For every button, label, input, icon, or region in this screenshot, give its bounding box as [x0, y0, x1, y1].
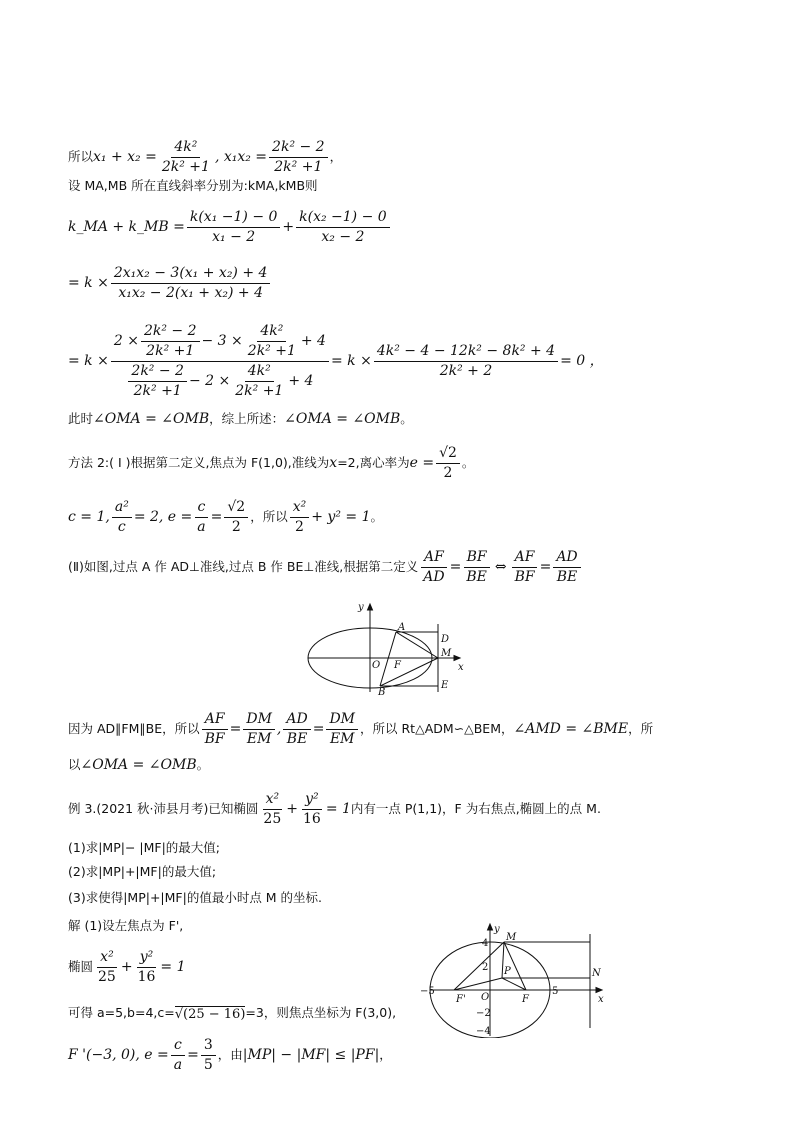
fraction: $\frac{\text{2k² − 2}}{\text{2k² +1}}$: [128, 362, 187, 401]
math: ,: [276, 721, 282, 738]
tick-neg2: −2: [476, 1008, 491, 1019]
chord-AB: [380, 632, 396, 686]
text: ，由: [217, 1047, 243, 1063]
math: e =: [409, 455, 435, 472]
fraction: $\frac{\text{k(x₁ −1) − 0}}{\text{x₁ − 2}}$: [187, 208, 281, 247]
math: +: [120, 959, 133, 976]
math: x: [329, 455, 338, 472]
tick-neg4: −4: [476, 1026, 491, 1037]
math: = 2, e =: [133, 509, 193, 526]
text: k: [247, 178, 256, 193]
fraction: $\frac{DM}{EM}$: [243, 710, 275, 749]
tick-2: 2: [482, 962, 489, 973]
math: = 1: [160, 959, 186, 976]
label-O: O: [372, 660, 381, 671]
math: = k ×: [68, 353, 109, 370]
math: + 4: [300, 332, 326, 349]
fraction: $\frac{AF}{BF}$: [512, 548, 538, 587]
text: 设 MA,MB 所在直线斜率分别为:: [68, 178, 248, 193]
text: 方法 2:( I )根据第二定义,焦点为 F(1,0),准线为: [68, 455, 330, 471]
math: +: [282, 219, 295, 236]
math: − 2 ×: [188, 372, 231, 389]
label-M: M: [506, 932, 517, 943]
equation-line-simplify: [68, 264, 272, 303]
text: 。: [370, 509, 383, 525]
math: = 0 ，: [560, 353, 604, 370]
math: F '(−3, 0), e =: [68, 1047, 169, 1064]
text-line-slopes: [68, 180, 318, 193]
fraction: $\frac{AD}{BE}$: [283, 710, 310, 749]
math: , x₁x₂ =: [214, 149, 268, 166]
text: ，所以: [250, 509, 288, 525]
compound-fraction: [111, 322, 329, 401]
math: ∠AMD = ∠BME: [513, 721, 629, 738]
math: =: [187, 1047, 199, 1064]
label-E: E: [441, 680, 449, 691]
text: (Ⅱ)如图,过点 A 作 AD⊥准线,过点 B 作 BE⊥准线,根据第二定义: [68, 559, 419, 575]
math: ∠OMA = ∠OMB: [284, 411, 401, 427]
text: ，: [329, 149, 343, 165]
text: 椭圆: [68, 959, 94, 975]
math: + y² = 1: [311, 509, 371, 526]
text-line-method2: [68, 444, 474, 483]
fraction: $\frac{DM}{EM}$: [326, 710, 358, 749]
subscript: MB: [285, 178, 306, 193]
text: 可得 a=5,b=4,c=: [68, 1005, 175, 1021]
label-P: P: [504, 966, 511, 977]
text: 内有一点 P(1,1)，F 为右焦点,椭圆上的点 M.: [350, 801, 601, 817]
math: k_MA + k_MB =: [68, 219, 185, 236]
math: =: [539, 559, 552, 576]
math-sqrt: √(25 − 16): [174, 1007, 246, 1022]
math: = k ×: [330, 353, 372, 370]
fraction: $\frac{\text{x²}}{25}$: [98, 949, 116, 985]
fraction: $\frac{√2}{2}$: [224, 498, 248, 537]
equation-line-substitute: [68, 322, 604, 401]
math: ∠OMA = ∠OMB: [93, 411, 210, 427]
question-1: (1)求|MP|− |MF|的最大值;: [68, 840, 221, 855]
text-line-parallel: [68, 710, 653, 749]
text: 例 3.(2021 秋·沛县月考)已知椭圆: [68, 801, 259, 817]
label-x: x: [598, 994, 604, 1005]
text: ，所: [628, 721, 654, 737]
x-axis-arrow: [596, 988, 602, 993]
text-line-focus: [68, 1006, 396, 1021]
ellipse-figure-1: [300, 596, 480, 696]
text: 因为 AD∥FM∥BE，所以: [68, 721, 200, 737]
fraction: $\frac{\text{4k² − 4 − 12k² − 8k² + 4}}{\text{2k² + 2}}$: [374, 342, 558, 381]
fraction: $\frac{AD}{BE}$: [553, 548, 580, 587]
math: ∠OMA = ∠OMB: [80, 757, 197, 773]
text: 。: [196, 756, 210, 772]
label-x: x: [458, 662, 464, 673]
math: =: [312, 721, 325, 738]
label-M: M: [441, 648, 452, 659]
label-F: F: [394, 660, 401, 671]
fraction: $\frac{\text{2x₁x₂ − 3(x₁ + x₂) + 4}}{\text{x₁x₂ − 2(x₁ + x₂) + 4}}$: [111, 264, 271, 303]
text: =2,离心率为: [337, 455, 410, 471]
math: =: [210, 509, 223, 526]
fraction: $\frac{c}{a}$: [194, 498, 208, 537]
math: = k ×: [68, 275, 109, 292]
label-B: B: [378, 687, 386, 696]
math: + 4: [288, 372, 314, 389]
math: x₁ + x₂ =: [93, 149, 157, 166]
fraction: $\frac{\text{k(x₂ −1) − 0}}{\text{x₂ − 2}}$: [296, 208, 390, 247]
tick-4: 4: [482, 938, 489, 949]
math: − 3 ×: [201, 332, 243, 349]
text-line-conclusion: [68, 412, 413, 426]
text: 以: [68, 756, 81, 772]
segment-FpM: [454, 942, 504, 990]
fraction: $\frac{c}{a}$: [171, 1036, 185, 1075]
fraction: $\frac{\text{2k² − 2}}{\text{2k² +1}}$: [141, 322, 200, 361]
fraction: $\frac{\text{y²}}{16}$: [137, 949, 156, 985]
text: ，所以 Rt△ADM∽△BEM，: [360, 721, 514, 737]
math: =: [229, 721, 242, 738]
fraction: $\frac{\text{4k²}}{\text{2k² +1}}$: [235, 362, 284, 399]
label-A: A: [398, 622, 406, 633]
fraction: $\frac{\text{x²}}{2}$: [290, 498, 310, 537]
fraction: $\frac{\text{y²}}{16}$: [302, 791, 321, 827]
fraction: $\frac{AF}{BF}$: [202, 710, 228, 749]
math: = 1: [325, 801, 351, 818]
tick-neg5: −5: [420, 986, 435, 997]
fraction: $\frac{\text{a²}}{c}$: [112, 498, 132, 537]
equation-line-eccentricity: [68, 1036, 392, 1075]
text: 则: [305, 178, 318, 193]
y-axis-arrow: [488, 924, 493, 930]
text-line-part2: [68, 548, 583, 587]
text: ，综上所述：: [209, 410, 285, 426]
x-axis-arrow: [454, 656, 460, 661]
fraction: $\frac{AF}{AD}$: [420, 548, 447, 587]
fraction: $\frac{√2}{2}$: [436, 444, 460, 483]
equation-line-ellipse-eq: [68, 948, 186, 987]
math: |MP| − |MF| ≤ |PF|: [242, 1047, 380, 1064]
segment-PF: [502, 978, 526, 990]
text: =3，则焦点坐标为 F(3,0),: [245, 1005, 397, 1021]
fraction: $\frac{\text{x²}}{25}$: [263, 791, 282, 827]
label-Fprime: F': [456, 994, 466, 1005]
text: ，: [379, 1047, 392, 1063]
solution-start: 解 (1)设左焦点为 F',: [68, 918, 184, 933]
fraction: $\frac{\text{4k²}}{\text{2k² +1}}$: [161, 139, 210, 175]
segment-AM: [396, 632, 438, 658]
equation-line-slope-sum: [68, 208, 392, 247]
label-y: y: [358, 602, 364, 613]
math: 2 ×: [113, 332, 139, 349]
equation-line-ellipse: [68, 498, 383, 537]
question-3: (3)求使得|MP|+|MF|的值最小时点 M 的坐标.: [68, 890, 323, 905]
segment-FpP: [454, 978, 502, 990]
label-D: D: [441, 634, 450, 645]
label-O: O: [481, 992, 490, 1003]
text: 此时: [68, 410, 94, 426]
label-y: y: [494, 924, 500, 935]
tick-5: 5: [552, 986, 559, 997]
text: 所以: [68, 149, 94, 165]
label-N: N: [592, 968, 601, 979]
math: =: [449, 559, 462, 576]
label-F: F: [522, 994, 529, 1005]
fraction: $\frac{\text{4k²}}{\text{2k² +1}}$: [247, 323, 296, 359]
text: 。: [461, 455, 475, 471]
subscript: MA: [255, 178, 275, 193]
question-2: (2)求|MP|+|MF|的最大值;: [68, 864, 217, 879]
text: 。: [400, 410, 413, 426]
text: ,k: [274, 178, 286, 193]
fraction: $\frac{BF}{BE}$: [463, 548, 490, 587]
fraction: $\frac{\text{2k² − 2}}{\text{2k² +1}}$: [269, 138, 328, 177]
y-axis-arrow: [368, 604, 373, 610]
math: +: [286, 801, 298, 818]
ellipse-figure-2: [420, 920, 610, 1038]
math: c = 1,: [68, 509, 110, 526]
fraction: $\frac{3}{5}$: [201, 1036, 216, 1075]
text-line-angle-equal: [68, 758, 209, 772]
text-line-example3: [68, 790, 601, 829]
equation-line-sum-product: [68, 138, 342, 177]
math: ⇔: [494, 559, 507, 576]
